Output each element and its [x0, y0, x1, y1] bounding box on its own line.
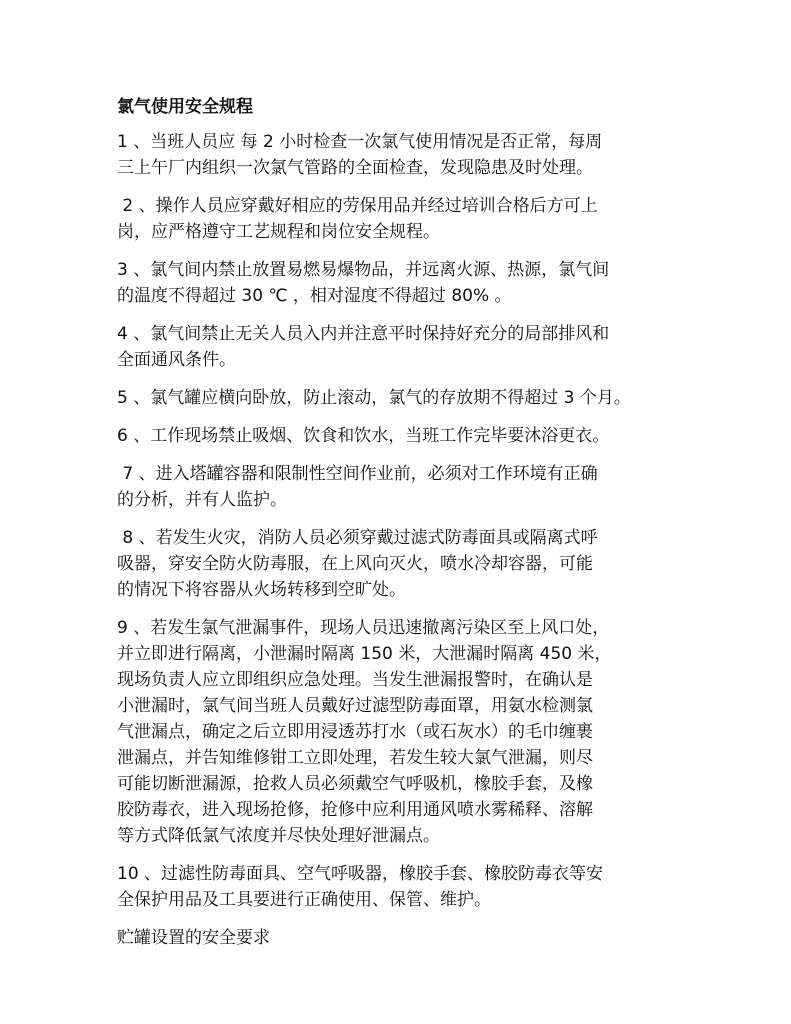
- paragraph-10: [117, 861, 697, 913]
- text-line: 可能切断泄漏源，抢救人员必须戴空气呼吸机，橡胶手套，及橡: [117, 774, 593, 794]
- document-title: 氯气使用安全规程: [117, 97, 253, 117]
- text-line: 的温度不得超过 30 ℃ ，相对湿度不得超过 80% 。: [117, 286, 512, 306]
- paragraph-8: [117, 525, 697, 603]
- text-line: 的情况下将容器从火场转移到空旷处。: [117, 580, 406, 600]
- text-line: 全保护用品及工具要进行正确使用、保管、维护。: [117, 890, 491, 910]
- text-line: 4 、氯气间禁止无关人员入内并注意平时保持好充分的局部排风和: [117, 324, 610, 344]
- text-line: 岗，应严格遵守工艺规程和岗位安全规程。: [117, 222, 440, 242]
- text-line: 全面通风条件。: [117, 350, 236, 370]
- text-line: 小泄漏时，氯气间当班人员戴好过滤型防毒面罩，用氨水检测氯: [117, 696, 593, 716]
- text-line: 等方式降低氯气浓度并尽快处理好泄漏点。: [117, 826, 440, 846]
- text-line: 现场负责人应立即组织应急处理。当发生泄漏报警时，在确认是: [117, 670, 593, 690]
- paragraph-4: [117, 321, 697, 373]
- text-line: 的分析，并有人监护。: [117, 490, 287, 510]
- text-line: 8 、若发生火灾，消防人员必须穿戴过滤式防毒面具或隔离式呼: [117, 528, 598, 548]
- text-line: 胶防毒衣，进入现场抢修，抢修中应利用通风喷水雾稀释、溶解: [117, 800, 593, 820]
- paragraph-5: [117, 385, 697, 411]
- text-line: 泄漏点，并告知维修钳工立即处理，若发生较大氯气泄漏，则尽: [117, 748, 593, 768]
- text-line: 气泄漏点，确定之后立即用浸透苏打水（或石灰水）的毛巾缠裹: [117, 722, 593, 742]
- paragraph-6: [117, 423, 697, 449]
- text-line: 并立即进行隔离，小泄漏时隔离 150 米，大泄漏时隔离 450 米，: [117, 644, 612, 664]
- document-body: [117, 94, 697, 951]
- section-subtitle: 贮罐设置的安全要求: [117, 928, 270, 948]
- text-line: 9 、若发生氯气泄漏事件，现场人员迅速撤离污染区至上风口处，: [117, 618, 610, 638]
- paragraph-1: [117, 129, 697, 181]
- paragraph-3: [117, 257, 697, 309]
- text-line: 3 、氯气间内禁止放置易燃易爆物品，并远离火源、热源，氯气间: [117, 260, 610, 280]
- text-line: 5 、氯气罐应横向卧放，防止滚动，氯气的存放期不得超过 3 个月。: [117, 388, 631, 408]
- text-line: 吸器，穿安全防火防毒服，在上风向灭火，喷水冷却容器，可能: [117, 554, 593, 574]
- paragraph-2: [117, 193, 697, 245]
- text-line: 三上午厂内组织一次氯气管路的全面检查，发现隐患及时处理。: [117, 158, 593, 178]
- text-line: 10 、过滤性防毒面具、空气呼吸器，橡胶手套、橡胶防毒衣等安: [117, 864, 604, 884]
- text-line: 6 、工作现场禁止吸烟、饮食和饮水，当班工作完毕要沐浴更衣。: [117, 426, 610, 446]
- text-line: 7 、进入塔罐容器和限制性空间作业前，必须对工作环境有正确: [117, 464, 598, 484]
- paragraph-9: [117, 615, 697, 849]
- text-line: 2 、操作人员应穿戴好相应的劳保用品并经过培训合格后方可上: [117, 196, 598, 216]
- text-line: 1 、当班人员应 每 2 小时检查一次氯气使用情况是否正常，每周: [117, 132, 603, 152]
- paragraph-7: [117, 461, 697, 513]
